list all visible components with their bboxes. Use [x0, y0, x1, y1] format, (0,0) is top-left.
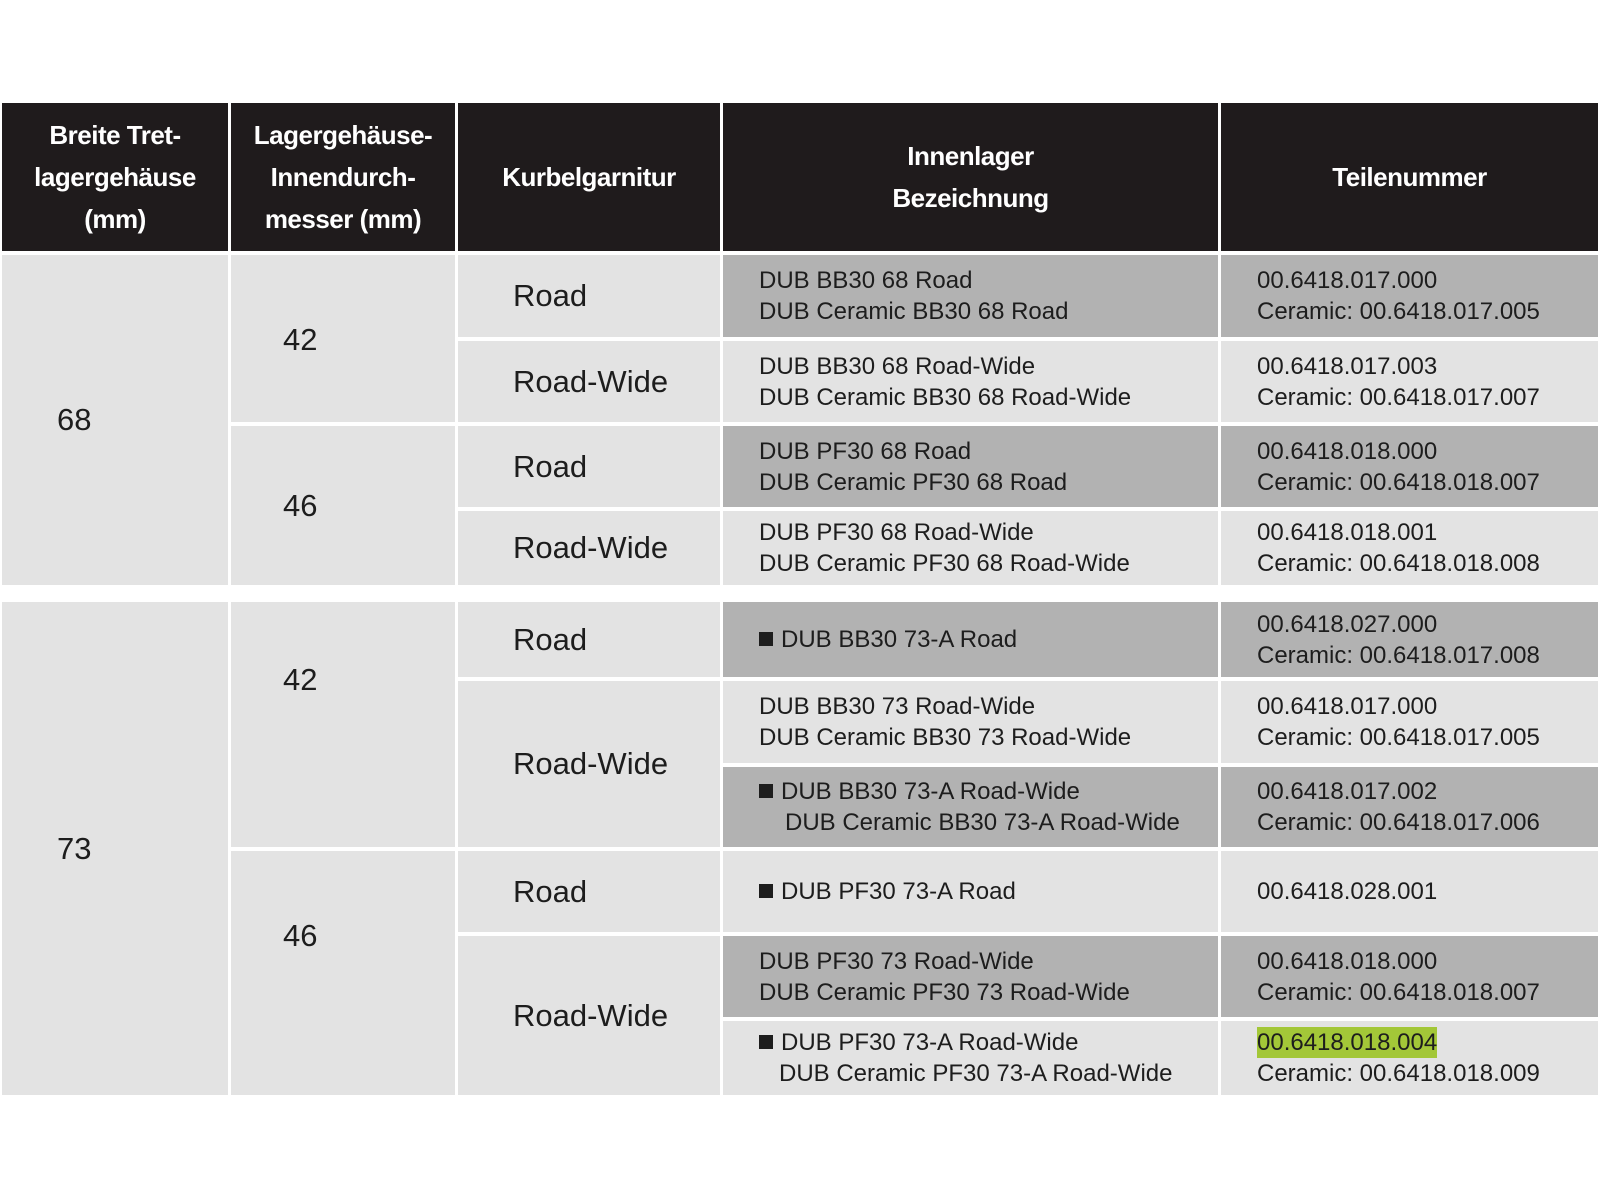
header-part-number [1221, 103, 1598, 251]
square-bullet-icon [759, 884, 773, 898]
bb-name-text: DUB BB30 73-A Road-Wide [781, 778, 1080, 805]
part-number-cell [1221, 681, 1598, 763]
crankset-cell: Road-Wide [458, 936, 720, 1095]
part-number: Ceramic: 00.6418.018.009 [1257, 1060, 1540, 1087]
header-line: Kurbelgarnitur [502, 162, 676, 192]
part-number-cell [1221, 426, 1598, 507]
bb-name [759, 776, 1218, 807]
crankset-cell: Road-Wide [458, 341, 720, 422]
part-number: Ceramic: 00.6418.017.005 [1257, 724, 1540, 751]
part-number: 00.6418.017.002 [1257, 778, 1438, 805]
part-number: 00.6418.027.000 [1257, 610, 1438, 638]
bb-name [759, 1027, 1218, 1058]
part-number: 00.6418.018.000 [1257, 437, 1438, 465]
header-bb-designation [723, 103, 1218, 251]
header-line: Breite Tret- [49, 120, 181, 150]
bb-name: DUB BB30 68 Road [759, 267, 973, 294]
part-number-cell [1221, 1021, 1598, 1095]
bb-designation-cell [723, 255, 1218, 337]
bb-name: DUB Ceramic BB30 73-A Road-Wide [785, 809, 1180, 836]
bb-name [759, 624, 1218, 655]
bb-name: DUB PF30 68 Road-Wide [759, 519, 1034, 546]
bb-name: DUB BB30 73 Road-Wide [759, 693, 1036, 720]
header-line: Innenlager [907, 141, 1034, 171]
crankset-cell: Road [458, 426, 720, 507]
square-bullet-icon [759, 1035, 773, 1049]
bottom-bracket-table [2, 103, 1598, 1095]
header-line: (mm) [84, 204, 146, 234]
header-line: messer (mm) [264, 204, 422, 234]
part-number-cell [1221, 602, 1598, 677]
part-number: 00.6418.017.000 [1257, 267, 1438, 294]
bb-designation-cell [723, 767, 1218, 847]
bb-designation-cell [723, 602, 1218, 677]
bb-designation-cell [723, 511, 1218, 585]
header-line: Innendurch- [270, 162, 416, 192]
part-number-cell [1221, 767, 1598, 847]
part-number: 00.6418.017.000 [1257, 693, 1438, 720]
square-bullet-icon [759, 784, 773, 798]
part-number: Ceramic: 00.6418.018.007 [1257, 468, 1540, 496]
bb-name: DUB Ceramic BB30 73 Road-Wide [759, 724, 1132, 751]
part-number-cell [1221, 255, 1598, 337]
bb-name: DUB Ceramic PF30 73 Road-Wide [759, 978, 1130, 1006]
part-number: 00.6418.028.001 [1257, 878, 1438, 905]
part-number-cell [1221, 511, 1598, 585]
header-shell-inner-diameter [231, 103, 455, 251]
bb-name [759, 876, 1218, 907]
crankset-cell: Road-Wide [458, 511, 720, 585]
header-line: Lagergehäuse- [253, 120, 433, 150]
bb-name: DUB Ceramic PF30 68 Road-Wide [759, 550, 1130, 577]
bb-name-text: DUB BB30 73-A Road [781, 626, 1018, 653]
header-line: lagergehäuse [34, 162, 196, 192]
square-bullet-icon [759, 632, 773, 646]
bb-name: DUB PF30 73 Road-Wide [759, 947, 1034, 975]
shell-width-cell: 73 [2, 602, 228, 1095]
highlighted-part-number: 00.6418.018.004 [1257, 1029, 1438, 1056]
bb-name: DUB PF30 68 Road [759, 437, 972, 465]
bb-designation-cell [723, 851, 1218, 932]
inner-diameter-cell: 46 [231, 851, 455, 1095]
inner-diameter-cell: 42 [231, 602, 455, 847]
bb-name: DUB Ceramic PF30 73-A Road-Wide [779, 1060, 1173, 1087]
bb-designation-cell [723, 936, 1218, 1017]
part-number: 00.6418.018.001 [1257, 519, 1438, 546]
part-number: 00.6418.018.000 [1257, 947, 1438, 975]
part-number: Ceramic: 00.6418.018.008 [1257, 550, 1540, 577]
bb-name: DUB Ceramic PF30 68 Road [759, 468, 1068, 496]
bb-name: DUB Ceramic BB30 68 Road-Wide [759, 383, 1132, 411]
bb-name: DUB Ceramic BB30 68 Road [759, 298, 1069, 325]
bb-name-text: DUB PF30 73-A Road-Wide [781, 1029, 1079, 1056]
part-number-cell [1221, 851, 1598, 932]
inner-diameter-cell: 42 [231, 255, 455, 422]
bb-name: DUB BB30 68 Road-Wide [759, 352, 1036, 380]
header-bb-shell-width [2, 103, 228, 251]
shell-width-cell: 68 [2, 255, 228, 585]
bb-designation-cell [723, 681, 1218, 763]
part-number: Ceramic: 00.6418.018.007 [1257, 978, 1540, 1006]
header-crankset [458, 103, 720, 251]
crankset-cell: Road [458, 602, 720, 677]
inner-diameter-cell: 46 [231, 426, 455, 585]
crankset-cell: Road-Wide [458, 681, 720, 847]
header-line: Teilenummer [1332, 162, 1487, 192]
bb-designation-cell [723, 1021, 1218, 1095]
crankset-cell: Road [458, 255, 720, 337]
part-number: Ceramic: 00.6418.017.006 [1257, 809, 1540, 836]
part-number-cell [1221, 341, 1598, 422]
part-number: Ceramic: 00.6418.017.005 [1257, 298, 1540, 325]
part-number-cell [1221, 936, 1598, 1017]
part-number: Ceramic: 00.6418.017.008 [1257, 641, 1540, 669]
part-number: 00.6418.017.003 [1257, 352, 1438, 380]
bb-designation-cell [723, 341, 1218, 422]
bb-name-text: DUB PF30 73-A Road [781, 878, 1016, 905]
crankset-cell: Road [458, 851, 720, 932]
part-number: Ceramic: 00.6418.017.007 [1257, 383, 1540, 411]
header-line: Bezeichnung [892, 183, 1049, 213]
bb-designation-cell [723, 426, 1218, 507]
